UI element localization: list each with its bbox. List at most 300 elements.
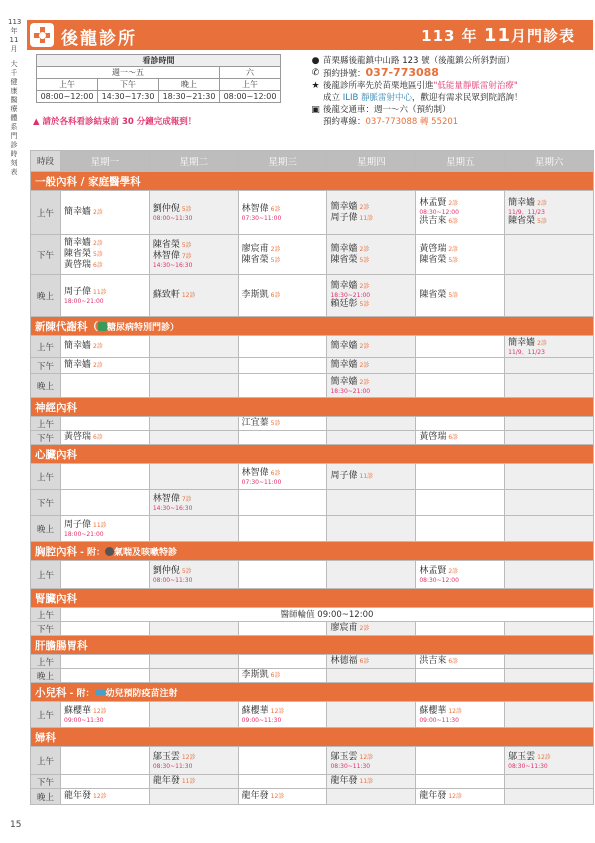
doctor-name: 簡幸嬙 — [508, 198, 536, 208]
table-cell — [327, 374, 416, 398]
table-cell — [238, 669, 327, 683]
table-cell — [327, 235, 416, 275]
doctor-name: 龍年發 — [330, 776, 358, 786]
room-label: 2診 — [448, 200, 459, 207]
lungs-icon — [105, 547, 114, 556]
slot-label: 上午 — [31, 417, 61, 431]
phone-icon: ✆ — [311, 68, 320, 78]
table-cell — [416, 669, 505, 683]
doctor-name: 廖宸甫 — [330, 623, 358, 633]
table-row — [31, 789, 594, 805]
table-cell — [238, 490, 327, 516]
table-cell — [149, 374, 238, 398]
table-cell — [416, 358, 505, 374]
room-label: 12診 — [448, 707, 462, 715]
doctor-name: 廖宸甫 — [241, 243, 269, 254]
table-cell — [238, 747, 327, 775]
table-cell — [416, 191, 505, 235]
time-note: 18:30~21:00 — [330, 387, 371, 395]
doctor-name: 簡幸嬙 — [330, 243, 358, 254]
table-cell — [505, 561, 594, 589]
doctor-entry — [330, 281, 412, 299]
doctor-name: 龍年發 — [241, 791, 269, 801]
doctor-entry — [330, 776, 412, 787]
doctor-name: 林智偉 — [241, 467, 269, 478]
room-label: 2診 — [448, 567, 459, 575]
slot-label: 上午 — [31, 702, 61, 728]
table-cell — [416, 561, 505, 589]
doctor-entry — [508, 198, 590, 216]
doctor-name: 簡幸嬙 — [330, 281, 358, 291]
table-row — [31, 235, 594, 275]
table-cell — [149, 775, 238, 789]
time-note: 08:00~11:30 — [152, 576, 193, 584]
table-cell — [61, 374, 150, 398]
dept-metabolism: 新陳代謝科（ 糖尿病特別門診） — [31, 317, 594, 336]
schedule-table — [30, 150, 594, 805]
doctor-entry — [153, 251, 235, 269]
dept-cardiology: 心臟內科 — [31, 445, 594, 464]
table-cell — [149, 516, 238, 542]
room-label: 11診 — [359, 214, 374, 222]
table-cell — [416, 490, 505, 516]
table-row — [31, 622, 594, 636]
doctor-entry — [419, 432, 501, 443]
table-cell — [505, 789, 594, 805]
dept-pediatrics: 小兒科 - 附： 幼兒預防疫苗注射 — [31, 683, 594, 702]
doctor-entry — [330, 471, 412, 482]
room-label: 12診 — [448, 793, 462, 800]
table-cell — [61, 655, 150, 669]
room-label: 12診 — [270, 707, 285, 715]
slot-label: 下午 — [31, 235, 61, 275]
doctor-name: 簡幸嬙 — [64, 238, 92, 248]
doctor-entry — [64, 238, 146, 249]
room-label: 11診 — [93, 521, 107, 529]
room-label: 2診 — [93, 362, 103, 369]
doctor-entry — [153, 776, 235, 787]
room-label: 6診 — [93, 434, 103, 441]
doctor-entry — [64, 287, 146, 305]
time-note: 11/9、11/23 — [508, 348, 545, 356]
table-row — [31, 358, 594, 374]
room-label: 5診 — [448, 256, 459, 264]
table-row — [31, 655, 594, 669]
doctor-name: 周子偉 — [64, 286, 92, 297]
doctor-name: 簡幸嬙 — [330, 360, 358, 370]
table-cell — [61, 464, 150, 490]
table-row — [31, 561, 594, 589]
room-label: 11診 — [359, 778, 374, 785]
room-label: 12診 — [537, 753, 551, 761]
doctor-name: 林智偉 — [152, 493, 180, 504]
doctor-entry — [153, 204, 235, 222]
table-cell — [327, 655, 416, 669]
table-cell — [416, 235, 505, 275]
dept-gynecology: 婦科 — [31, 728, 594, 747]
room-label: 12診 — [181, 753, 196, 761]
time-note: 14:30~16:30 — [152, 262, 193, 269]
table-cell — [505, 275, 594, 317]
table-cell — [149, 702, 238, 728]
location-pin-icon: ● — [311, 56, 320, 66]
table-cell — [327, 669, 416, 683]
doctor-entry — [419, 706, 501, 724]
table-cell — [505, 490, 594, 516]
time-note: 18:00~21:00 — [64, 297, 104, 305]
doctor-entry — [330, 213, 412, 224]
side-vertical-title: 113 年 11 月 大 千 健 康 醫 療 體 系 門 診 時 刻 表 — [8, 18, 22, 176]
table-row — [31, 702, 594, 728]
room-label: 7診 — [181, 495, 192, 503]
doctor-entry — [330, 202, 412, 213]
table-cell — [238, 464, 327, 490]
doctor-entry — [64, 706, 146, 724]
doctor-name: 簡幸嬙 — [330, 201, 358, 212]
table-cell — [327, 561, 416, 589]
slot-label: 晚上 — [31, 669, 61, 683]
table-cell — [327, 464, 416, 490]
table-cell — [61, 490, 150, 516]
doctor-entry — [508, 338, 590, 356]
doctor-entry — [508, 752, 590, 770]
room-label: 2診 — [537, 200, 547, 207]
room-label: 6診 — [448, 218, 459, 225]
table-cell — [505, 358, 594, 374]
slot-label: 下午 — [31, 431, 61, 445]
doctor-name: 周子偉 — [330, 212, 358, 223]
doctor-entry — [242, 255, 324, 266]
bus-icon: ▣ — [311, 105, 320, 115]
clinic-name: 後龍診所 — [61, 29, 137, 49]
doctor-name: 鄔玉雲 — [152, 751, 180, 762]
doctor-name: 鄔玉雲 — [330, 751, 358, 762]
table-cell — [505, 775, 594, 789]
table-cell — [238, 655, 327, 669]
room-label: 7診 — [181, 253, 192, 260]
table-cell — [61, 747, 150, 775]
doctor-entry — [153, 566, 235, 584]
schedule-title: 113 年 11月門診表 — [421, 25, 575, 46]
time-note: 09:00~11:30 — [419, 716, 459, 724]
table-row — [31, 431, 594, 445]
doctor-name: 黃啓瑞 — [64, 260, 92, 270]
doctor-name: 黃啓瑞 — [64, 432, 92, 442]
doctor-entry — [153, 494, 235, 512]
table-cell — [149, 789, 238, 805]
time-note: 09:00~11:30 — [241, 716, 282, 724]
table-cell — [327, 275, 416, 317]
doctor-name: 蘇櫻華 — [241, 705, 269, 716]
doctor-entry — [330, 244, 412, 255]
table-cell — [61, 622, 150, 636]
table-cell — [238, 374, 327, 398]
room-label: 5診 — [181, 205, 192, 213]
doctor-entry — [64, 360, 146, 371]
doctor-name: 林智偉 — [241, 203, 269, 214]
clinic-logo-icon — [30, 23, 54, 47]
time-note: 08:30~11:30 — [508, 762, 548, 770]
table-cell — [149, 747, 238, 775]
table-cell — [238, 702, 327, 728]
doctor-entry — [330, 623, 412, 634]
slot-label: 下午 — [31, 358, 61, 374]
table-cell — [61, 561, 150, 589]
slot-label: 上午 — [31, 655, 61, 669]
doctor-name: 蘇櫻華 — [64, 705, 92, 716]
table-cell — [416, 431, 505, 445]
table-cell — [149, 490, 238, 516]
time-note: 08:00~11:30 — [152, 214, 193, 222]
slot-label: 下午 — [31, 622, 61, 636]
table-cell — [505, 374, 594, 398]
slot-label: 上午 — [31, 336, 61, 358]
doctor-name: 陳省榮 — [64, 249, 92, 259]
table-cell — [416, 336, 505, 358]
doctor-entry — [330, 752, 412, 770]
slot-label: 上午 — [31, 464, 61, 490]
dept-general: 一般內科 / 家庭醫學科 — [31, 172, 594, 191]
slot-label: 晚上 — [31, 516, 61, 542]
table-cell — [61, 417, 150, 431]
table-cell — [61, 669, 150, 683]
room-label: 5診 — [359, 301, 370, 308]
dept-nephrology: 腎臟內科 — [31, 589, 594, 608]
doctor-name: 簡幸嬙 — [64, 207, 92, 217]
room-label: 5診 — [93, 251, 103, 258]
room-label: 5診 — [181, 567, 192, 575]
table-cell — [61, 431, 150, 445]
room-label: 6診 — [270, 469, 281, 477]
doctor-name: 李斯凱 — [241, 290, 269, 300]
table-cell — [61, 275, 150, 317]
time-note: 07:30~11:00 — [241, 478, 282, 486]
table-cell — [149, 417, 238, 431]
table-cell — [238, 336, 327, 358]
table-cell — [149, 358, 238, 374]
doctor-name: 洪吉來 — [419, 656, 447, 666]
table-row — [31, 374, 594, 398]
doctor-entry — [64, 207, 146, 218]
table-cell — [416, 516, 505, 542]
table-cell — [505, 417, 594, 431]
doctor-entry — [330, 360, 412, 371]
table-cell — [505, 702, 594, 728]
time-note: 08:30~12:00 — [419, 209, 459, 216]
room-label: 6診 — [448, 434, 459, 441]
table-cell — [416, 747, 505, 775]
table-cell — [505, 669, 594, 683]
doctor-entry — [242, 670, 324, 681]
doctor-name: 簡幸嬙 — [330, 376, 358, 387]
table-cell — [505, 191, 594, 235]
table-cell — [149, 655, 238, 669]
room-label: 6診 — [270, 672, 281, 679]
table-cell — [238, 358, 327, 374]
table-cell — [505, 747, 594, 775]
doctor-name: 陳省榮 — [241, 254, 269, 265]
table-cell — [238, 789, 327, 805]
table-row — [31, 417, 594, 431]
table-cell — [238, 235, 327, 275]
table-cell — [327, 622, 416, 636]
table-cell — [416, 775, 505, 789]
table-cell — [505, 655, 594, 669]
room-label: 2診 — [270, 245, 281, 253]
doctor-name: 周子偉 — [330, 471, 358, 481]
dept-chest: 胸腔內科 - 附： 氣喘及咳嗽特診 — [31, 542, 594, 561]
doctor-name: 黃啓瑞 — [419, 243, 447, 254]
doctor-entry — [419, 566, 501, 584]
table-cell — [327, 702, 416, 728]
doctor-name: 劉仲倪 — [152, 203, 180, 214]
room-label: 5診 — [448, 292, 459, 299]
room-label: 2診 — [359, 203, 370, 211]
time-note: 18:00~21:00 — [64, 530, 104, 538]
doctor-entry — [330, 656, 412, 667]
table-cell — [238, 191, 327, 235]
table-cell — [61, 775, 150, 789]
slot-label: 上午 — [31, 747, 61, 775]
doctor-name: 洪吉來 — [419, 216, 447, 226]
table-cell — [327, 747, 416, 775]
doctor-name: 鄔玉雲 — [508, 751, 536, 762]
page-number: 15 — [10, 820, 22, 830]
doctor-entry — [64, 791, 146, 802]
room-label: 2診 — [93, 343, 103, 350]
doctor-name: 周子偉 — [64, 519, 92, 530]
slot-label: 晚上 — [31, 789, 61, 805]
table-cell — [416, 622, 505, 636]
time-note: 09:00~11:30 — [64, 716, 104, 724]
room-label: 5診 — [181, 242, 192, 249]
doctor-entry — [153, 290, 235, 301]
dept-gastro: 肝膽腸胃科 — [31, 636, 594, 655]
room-label: 12診 — [93, 793, 107, 800]
table-cell — [416, 464, 505, 490]
table-cell — [505, 464, 594, 490]
doctor-name: 蘇櫻華 — [419, 705, 447, 716]
diabetes-icon — [98, 322, 107, 331]
table-cell: 醫師輪值 09:00~12:00 — [61, 608, 594, 622]
table-cell — [149, 275, 238, 317]
doctor-name: 簡幸嬙 — [508, 337, 536, 348]
table-cell — [238, 516, 327, 542]
table-cell — [61, 336, 150, 358]
doctor-entry — [330, 377, 412, 395]
doctor-entry — [330, 255, 412, 266]
room-label: 2診 — [93, 209, 103, 216]
doctor-entry — [64, 341, 146, 352]
table-cell — [327, 431, 416, 445]
room-label: 2診 — [93, 240, 103, 247]
time-note: 08:30~11:30 — [152, 762, 193, 770]
table-cell — [327, 358, 416, 374]
doctor-entry — [242, 468, 324, 486]
doctor-name: 簡幸嬙 — [64, 360, 92, 370]
room-label: 11診 — [359, 473, 374, 480]
doctor-name: 陳省榮 — [419, 254, 447, 265]
hours-table: 看診時間 週一～五 六 上午 下午 晚上 上午 08:00~12:00 14:30~17:30 18:30~21:30 08:00~12:00 — [36, 54, 281, 103]
table-cell — [505, 431, 594, 445]
table-row — [31, 275, 594, 317]
table-cell — [505, 516, 594, 542]
bell-icon: ▲ — [33, 117, 40, 127]
doctor-entry — [64, 249, 146, 260]
table-cell — [149, 191, 238, 235]
room-label: 2診 — [359, 245, 370, 253]
table-row — [31, 464, 594, 490]
doctor-name: 龍年發 — [152, 776, 180, 786]
table-cell — [149, 235, 238, 275]
room-label: 6診 — [270, 292, 281, 299]
table-row — [31, 747, 594, 775]
doctor-name: 蘇致軒 — [152, 290, 180, 300]
time-note: 08:30~11:30 — [330, 762, 371, 770]
phone-number[interactable]: 037-773088 — [365, 66, 439, 79]
star-icon: ★ — [311, 81, 320, 91]
doctor-name: 劉仲倪 — [152, 565, 180, 576]
doctor-name: 陳省榮 — [152, 240, 180, 250]
time-note: 07:30~11:00 — [241, 214, 282, 222]
doctor-name: 林孟賢 — [419, 565, 447, 576]
table-cell — [238, 775, 327, 789]
doctor-entry — [242, 244, 324, 255]
table-row — [31, 490, 594, 516]
room-label: 5診 — [537, 218, 547, 225]
doctor-name: 陳省榮 — [419, 290, 447, 300]
table-cell — [238, 275, 327, 317]
room-label: 2診 — [359, 343, 370, 350]
table-cell — [149, 336, 238, 358]
table-cell — [416, 702, 505, 728]
doctor-entry — [419, 244, 501, 255]
table-row — [31, 336, 594, 358]
room-label: 6診 — [270, 205, 281, 213]
doctor-entry — [330, 299, 412, 310]
table-cell — [416, 789, 505, 805]
doctor-entry — [242, 706, 324, 724]
table-cell — [327, 789, 416, 805]
time-note: 14:30~16:30 — [152, 504, 193, 512]
table-header-row: 時段 星期一 星期二 星期三 星期四 星期五 星期六 — [31, 151, 594, 172]
table-row — [31, 775, 594, 789]
room-label: 6診 — [448, 658, 459, 665]
doctor-entry — [419, 656, 501, 667]
slot-label: 下午 — [31, 775, 61, 789]
table-cell — [238, 431, 327, 445]
table-cell — [238, 561, 327, 589]
table-cell — [327, 191, 416, 235]
syringe-icon — [95, 690, 106, 695]
room-label: 2診 — [359, 362, 370, 369]
table-cell — [61, 516, 150, 542]
slot-label: 晚上 — [31, 275, 61, 317]
table-cell — [149, 464, 238, 490]
doctor-entry — [242, 791, 324, 802]
checkin-notice: ▲ 請於各科看診結束前 30 分鐘完成報到！ — [33, 117, 197, 127]
table-cell — [238, 417, 327, 431]
table-cell — [149, 561, 238, 589]
table-cell — [61, 789, 150, 805]
room-label: 2診 — [448, 245, 459, 253]
time-note: 18:30~21:00 — [330, 292, 371, 299]
table-cell — [416, 374, 505, 398]
doctor-entry — [419, 290, 501, 301]
slot-label: 下午 — [31, 490, 61, 516]
header-bar — [27, 20, 593, 50]
doctor-name: 賴廷彰 — [330, 299, 358, 309]
